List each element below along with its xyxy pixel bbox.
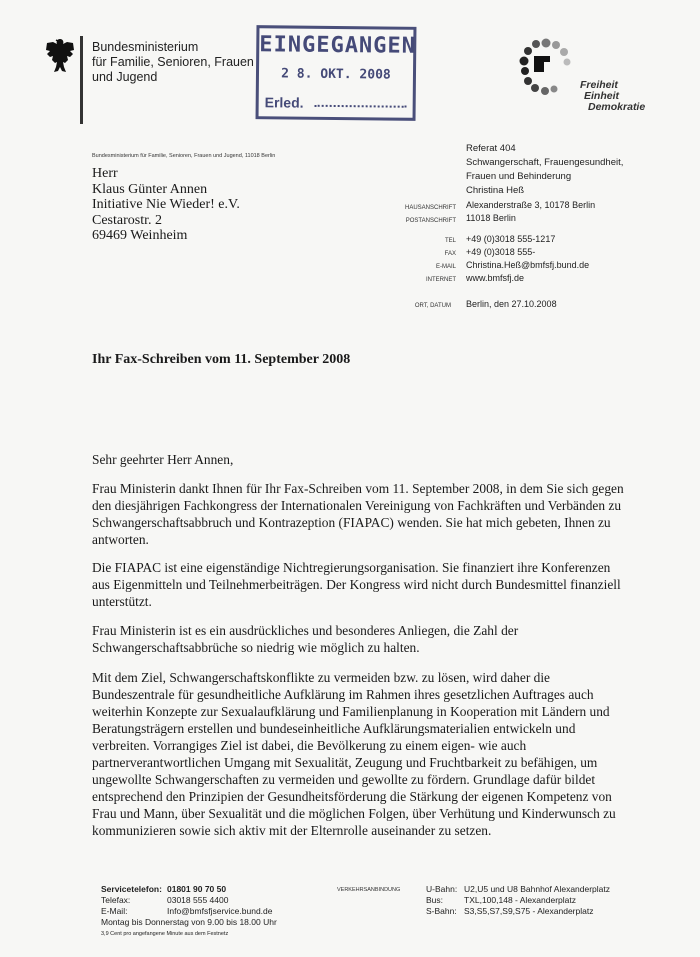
recipient-line: Cestarostr. 2 [92,212,162,228]
referat-block [466,142,623,198]
paragraph-1 [92,480,628,548]
paragraph-4 [92,669,628,839]
ministry-name-line: und Jugend [92,70,158,84]
footer-service [101,884,277,940]
letter-subject: Ihr Fax-Schreiben vom 11. September 2008 [92,352,351,367]
logo-line: Einheit [584,90,620,102]
logo-line: Freiheit [580,79,618,91]
ort-datum-value: Berlin, den 27.10.2008 [466,299,557,309]
internet-label: INTERNET [426,277,456,283]
paragraph-text: Frau Ministerin ist es ein ausdrückliches und besonderes Anliegen, die Zahl der Schwangerschaftsabbrüche so niedrig wie möglich zu halten. [92,623,519,655]
internet-value: www.bmfsfj.de [466,273,525,283]
referat-line: Schwangerschaft, Frauengesundheit, [466,157,624,168]
fax-value: +49 (0)3018 555- [466,247,536,257]
logo-text [580,80,645,113]
telefax-value: 03018 555 4400 [167,895,229,905]
postanschrift-value: 11018 Berlin [466,213,516,223]
verkehr-label: VERKEHRSANBINDUNG [337,887,401,893]
recipient-line: Klaus Günter Annen [92,181,208,197]
stamp-title: EINGEGANGEN [259,32,417,59]
postanschrift-label: POSTANSCHRIFT [405,218,456,224]
cost-note: 3,9 Cent pro angefangene Minute aus dem Festnetz [101,931,229,937]
ministry-name [92,40,254,85]
bus-value: TXL,100,148 - Alexanderplatz [464,895,576,905]
email-label: E-MAIL [435,264,456,270]
recipient-line: Herr [92,166,118,181]
logo-line: Demokratie [588,101,646,113]
paragraph-3 [92,622,628,656]
sbahn-label: S-Bahn: [426,906,457,916]
stamp-date: 2 8. OKT. 2008 [281,66,391,83]
federal-eagle-icon [44,36,76,74]
hausanschrift-label: HAUSANSCHRIFT [404,205,456,211]
tel-value: +49 (0)3018 555-1217 [466,234,556,244]
ministry-name-line: Bundesministerium [92,40,199,54]
footer-transport [426,884,610,917]
recipient-line: Initiative Nie Wieder! e.V. [92,197,240,212]
ministry-name-line: für Familie, Senioren, Frauen [92,55,254,69]
sbahn-value: S3,S5,S7,S9,S75 - Alexanderplatz [464,906,594,916]
paragraph-text: Die FIAPAC ist eine eigenständige Nichtregierungsorganisation. Sie finanziert ihre Konferenzen aus Eigenmitteln und Teilnehmerbeiträgen. Der Kongress wird nicht durch Bundesmittel finanziell unterstützt. [92,560,621,609]
paragraph-text: Frau Ministerin dankt Ihnen für Ihr Fax-Schreiben vom 11. September 2008, in dem Sie sich gegen den diesjährigen Fachkongress der Internationalen Vereinigung von Fachkräften und Verbänden zu Schwangerschaftsabbruch und Kontrazeption (FIAPAC) wenden. Sie hat mich gebeten, Ihnen zu antworten. [92,481,624,547]
referat-line: Frauen und Behinderung [466,171,572,182]
stamp-dotted-line [315,105,407,108]
referat-line: Christina Heß [466,185,525,196]
ort-datum-label: ORT, DATUM [414,303,451,309]
sender-line: Bundesministerium für Familie, Senioren, Frauen und Jugend, 11018 Berlin [92,153,276,159]
footer-email-value: Info@bmfsfjservice.bund.de [167,906,273,916]
salutation [92,451,628,468]
recipient-address [92,166,240,244]
tel-label: TEL [444,238,456,244]
paragraph-text: Mit dem Ziel, Schwangerschaftskonflikte zu vermeiden bzw. zu lösen, wird daher die Bundeszentrale für gesundheitliche Aufklärung im Rahmen ihres gesetzlichen Auftrages auch weiterhin Konzepte zur Sexualaufklärung und Familienplanung in Kooperation mit Ländern und Beratungsträgern erstellen und bundeseinheitliche Aufklärungsmaterialien entwickeln und verbreiten. Vorrangiges Ziel ist dabei, die Bevölkerung zu einem eigen- wie auch partnerverantwortlichen Umgang mit Sexualität, Zeugung und Fruchtbarkeit zu befähigen, um ungewollte Schwangerschaften zu vermeiden und gewollte zu fördern. Grundlage dafür bildet entsprechend den Prinzipien der Gesundheitsförderung die Stärkung der eigenen Kompetenz von Frau und Mann, über Sexualität und die möglichen Folgen, über Verhütung und Kinderwunsch zu kommunizieren sowie sich aktiv mit der Elternrolle auseinander zu setzen. [92,670,616,838]
ubahn-value: U2,U5 und U8 Bahnhof Alexanderplatz [464,884,611,894]
freiheit-logo-icon [516,36,586,106]
email-value: Christina.Heß@bmfsfj.bund.de [466,260,590,270]
ubahn-label: U-Bahn: [426,884,458,894]
ministry-flag-bar [80,36,83,124]
service-hours: Montag bis Donnerstag von 9.00 bis 18.00 Uhr [101,917,277,927]
fax-label: FAX [444,251,456,257]
telefax-label: Telefax: [101,895,131,905]
bus-label: Bus: [426,895,444,905]
paragraph-2 [92,559,628,610]
service-label: Servicetelefon: [101,884,162,894]
received-stamp [256,25,417,121]
service-value: 01801 90 70 50 [167,884,227,894]
salutation-text: Sehr geehrter Herr Annen, [92,452,234,467]
referat-line: Referat 404 [466,143,516,154]
hausanschrift-value: Alexanderstraße 3, 10178 Berlin [466,200,596,210]
stamp-erled: Erled. [264,94,304,111]
footer-email-label: E-Mail: [101,906,128,916]
recipient-line: 69469 Weinheim [92,228,188,243]
